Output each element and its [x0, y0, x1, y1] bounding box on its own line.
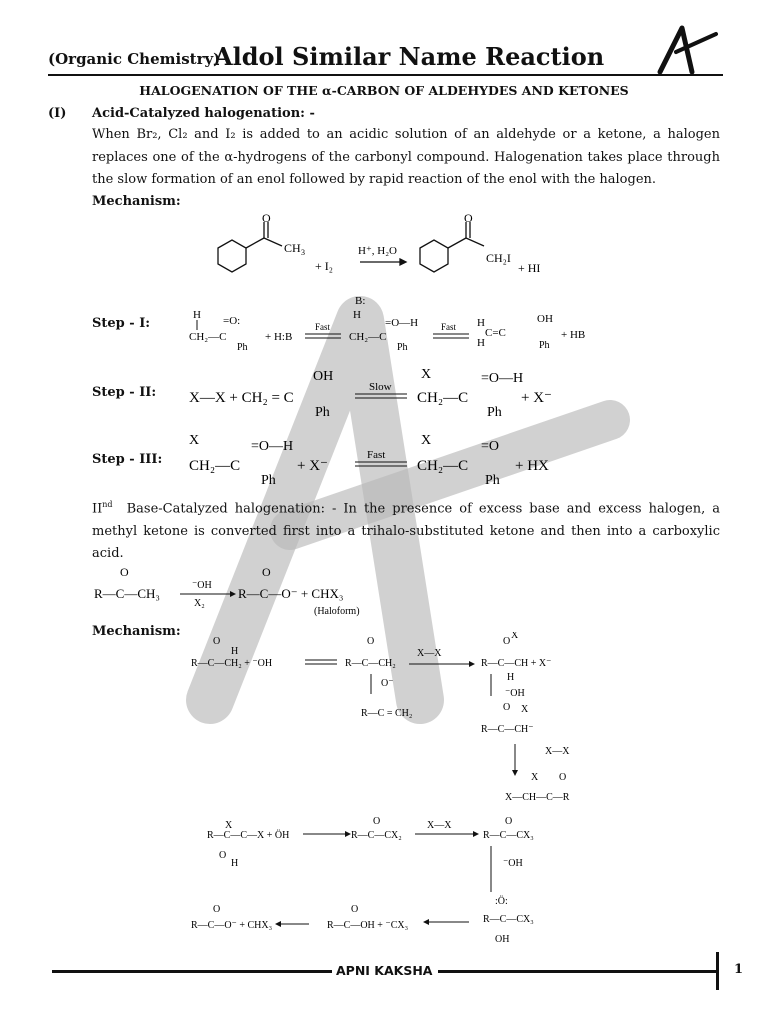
mechanism-label-2: Mechanism: [92, 624, 181, 639]
svg-text:⁻OH: ⁻OH [505, 688, 525, 699]
svg-text:⁻OH: ⁻OH [192, 580, 212, 591]
svg-text:X—X: X—X [417, 648, 442, 659]
svg-text:OH: OH [537, 313, 553, 325]
step-1-arrow-1: Fast [315, 322, 331, 332]
page-title: Aldol Similar Name Reaction [214, 42, 605, 71]
svg-text:Ph: Ph [539, 340, 550, 351]
svg-text:=O—H: =O—H [251, 439, 294, 454]
svg-text:H: H [477, 317, 485, 329]
svg-text:3: 3 [301, 248, 305, 257]
svg-text:OH: OH [313, 369, 334, 384]
svg-text:=O:: =O: [223, 315, 241, 327]
svg-text:H: H [193, 309, 201, 321]
subject-label: (Organic Chemistry) [48, 50, 221, 68]
haloform-label: (Haloform) [314, 606, 360, 617]
svg-text:O: O [373, 816, 381, 827]
svg-text:R—C—CH⁻: R—C—CH⁻ [481, 724, 534, 735]
step-3-label: Step - III: [92, 452, 163, 467]
part2-line: methyl ketone is converted first into a trihalo-substituted ketone and then into a carboxylic [92, 523, 720, 539]
part1-number: (I) [48, 106, 67, 121]
svg-text:R—C—CX₃: R—C—CX₃ [483, 830, 534, 841]
svg-text:+ H:B: + H:B [265, 331, 293, 343]
svg-text:C=C: C=C [485, 327, 506, 339]
svg-text:X: X [511, 632, 519, 641]
svg-text:+ X⁻: + X⁻ [297, 458, 328, 474]
svg-text:H: H [231, 858, 239, 869]
svg-text:O: O [262, 565, 271, 579]
svg-text:CH₂—C: CH₂—C [189, 458, 241, 474]
reaction-1-scheme [200, 210, 580, 285]
svg-text:CH: CH [284, 241, 301, 255]
part2-line: Base-Catalyzed halogenation: - In the presence of excess base and excess halogen, a [126, 501, 720, 517]
apni-kaksha-logo [652, 22, 722, 76]
svg-text:Ph: Ph [397, 342, 408, 353]
svg-text:=O: =O [481, 439, 500, 454]
page-number: 1 [734, 962, 744, 977]
haloform-scheme [90, 562, 450, 618]
part1-title: Acid-Catalyzed halogenation: - [92, 106, 315, 121]
svg-text:R—C—CX₂: R—C—CX₂ [351, 830, 402, 841]
footer-rule-left [52, 970, 332, 973]
svg-text:R—C—CH + X⁻: R—C—CH + X⁻ [481, 658, 552, 669]
svg-text:O⁻: O⁻ [381, 678, 394, 689]
svg-text:R—C—CX₃: R—C—CX₃ [483, 914, 534, 925]
svg-text:O: O [219, 850, 227, 861]
svg-text:X—X: X—X [545, 746, 570, 757]
svg-text:O: O [559, 772, 567, 783]
svg-text:R—C—CH₃: R—C—CH₃ [94, 586, 160, 601]
svg-text:R—C—O⁻ + CHX₃: R—C—O⁻ + CHX₃ [191, 920, 273, 931]
svg-text::Ö:: :Ö: [495, 896, 508, 907]
footer-rule-right [438, 970, 716, 973]
svg-text:R—C—CH₂: R—C—CH₂ [345, 658, 396, 669]
svg-text:H: H [353, 309, 361, 321]
svg-text:O: O [213, 904, 221, 915]
svg-text:CH₂—C: CH₂—C [417, 458, 469, 474]
step-2-label: Step - II: [92, 385, 157, 400]
step-3-arrow: Fast [367, 449, 386, 461]
svg-text:X: X [225, 820, 233, 831]
svg-text:X₂: X₂ [194, 598, 205, 609]
svg-text:O: O [120, 565, 129, 579]
svg-text:O: O [367, 636, 375, 647]
svg-text:CH₂I: CH₂I [486, 251, 511, 265]
section-heading: HALOGENATION OF THE α-CARBON OF ALDEHYDES AND KETONES [139, 83, 629, 98]
step-2-arrow: Slow [369, 381, 392, 393]
base-mechanism-scheme [185, 632, 605, 952]
step-1-extra: + HB [561, 329, 586, 341]
svg-text:H: H [477, 337, 485, 349]
header-rule [48, 74, 723, 76]
svg-text:CH₂—C: CH₂—C [189, 331, 227, 343]
svg-text:Ph: Ph [237, 342, 248, 353]
svg-text:Ph: Ph [485, 473, 500, 488]
reagent-label: H⁺, H₂O [358, 245, 397, 257]
svg-text:Ph: Ph [487, 405, 502, 420]
svg-text:R—C—OH + ⁻CX₃: R—C—OH + ⁻CX₃ [327, 920, 409, 931]
svg-text:X: X [421, 433, 432, 448]
step-3-extra: + HX [515, 458, 549, 474]
svg-text:Ph: Ph [315, 405, 330, 420]
footer-divider [716, 952, 719, 990]
part1-paragraph [92, 124, 720, 192]
step-2-scheme [185, 360, 605, 430]
svg-text:OH: OH [495, 934, 510, 945]
svg-text:R—C = CH₂: R—C = CH₂ [361, 708, 413, 719]
step-2-extra: + X⁻ [521, 390, 552, 406]
part2-line-1: IInd Base-Catalyzed halogenation: - In the presence of excess base and excess halogen, a [92, 500, 720, 517]
footer-brand: APNI KAKSHA [336, 963, 433, 978]
svg-text:Ph: Ph [261, 473, 276, 488]
svg-text:O: O [464, 211, 473, 225]
svg-text:X: X [521, 704, 529, 715]
svg-text:R—C—O⁻ + CHX₃: R—C—O⁻ + CHX₃ [238, 586, 344, 601]
svg-text:CH₂—C: CH₂—C [349, 331, 387, 343]
step-1-scheme [185, 290, 605, 360]
svg-text:O: O [503, 702, 511, 713]
svg-text:O: O [503, 636, 511, 647]
mechanism-label-1: Mechanism: [92, 194, 181, 209]
part1-line: When Br₂, Cl₂ and I₂ is added to an acidic solution of an aldehyde or a ketone, a halogen [92, 127, 720, 142]
part1-line: the slow formation of an enol followed by rapid reaction of the enol with the halogen. [92, 172, 657, 187]
svg-text:X: X [189, 433, 200, 448]
svg-text:B:: B: [355, 295, 366, 307]
part2-paragraph [92, 494, 720, 566]
svg-text:R—C—C—X + ÖH: R—C—C—X + ÖH [207, 830, 290, 841]
svg-text:O: O [351, 904, 359, 915]
svg-text:⁻OH: ⁻OH [503, 858, 523, 869]
svg-text:H: H [507, 672, 515, 683]
svg-text:H: H [231, 646, 239, 657]
step-1-arrow-2: Fast [441, 322, 457, 332]
svg-text:X: X [421, 367, 432, 382]
part1-line: replaces one of the α-hydrogens of the carbonyl compound. Halogenation takes place through [92, 149, 720, 165]
svg-text:O: O [505, 816, 513, 827]
step-3-scheme [185, 428, 605, 494]
part2-line: acid. [92, 546, 124, 562]
svg-text:O: O [213, 636, 221, 647]
svg-text:X—CH—C—R: X—CH—C—R [505, 792, 570, 803]
hi-product: + HI [518, 261, 541, 275]
svg-text:O: O [262, 211, 271, 225]
step-1-label: Step - I: [92, 316, 151, 331]
svg-text:CH₂—C: CH₂—C [417, 390, 469, 406]
svg-text:X—X + CH₂ = C: X—X + CH₂ = C [189, 390, 294, 406]
svg-text:R—C—CH₂ + ⁻OH: R—C—CH₂ + ⁻OH [191, 658, 273, 669]
plus-i2: + I₂ [315, 259, 333, 273]
svg-text:=O—H: =O—H [481, 371, 524, 386]
svg-text:X—X: X—X [427, 820, 452, 831]
svg-text:X: X [531, 772, 539, 783]
svg-text:=O—H: =O—H [385, 317, 419, 329]
